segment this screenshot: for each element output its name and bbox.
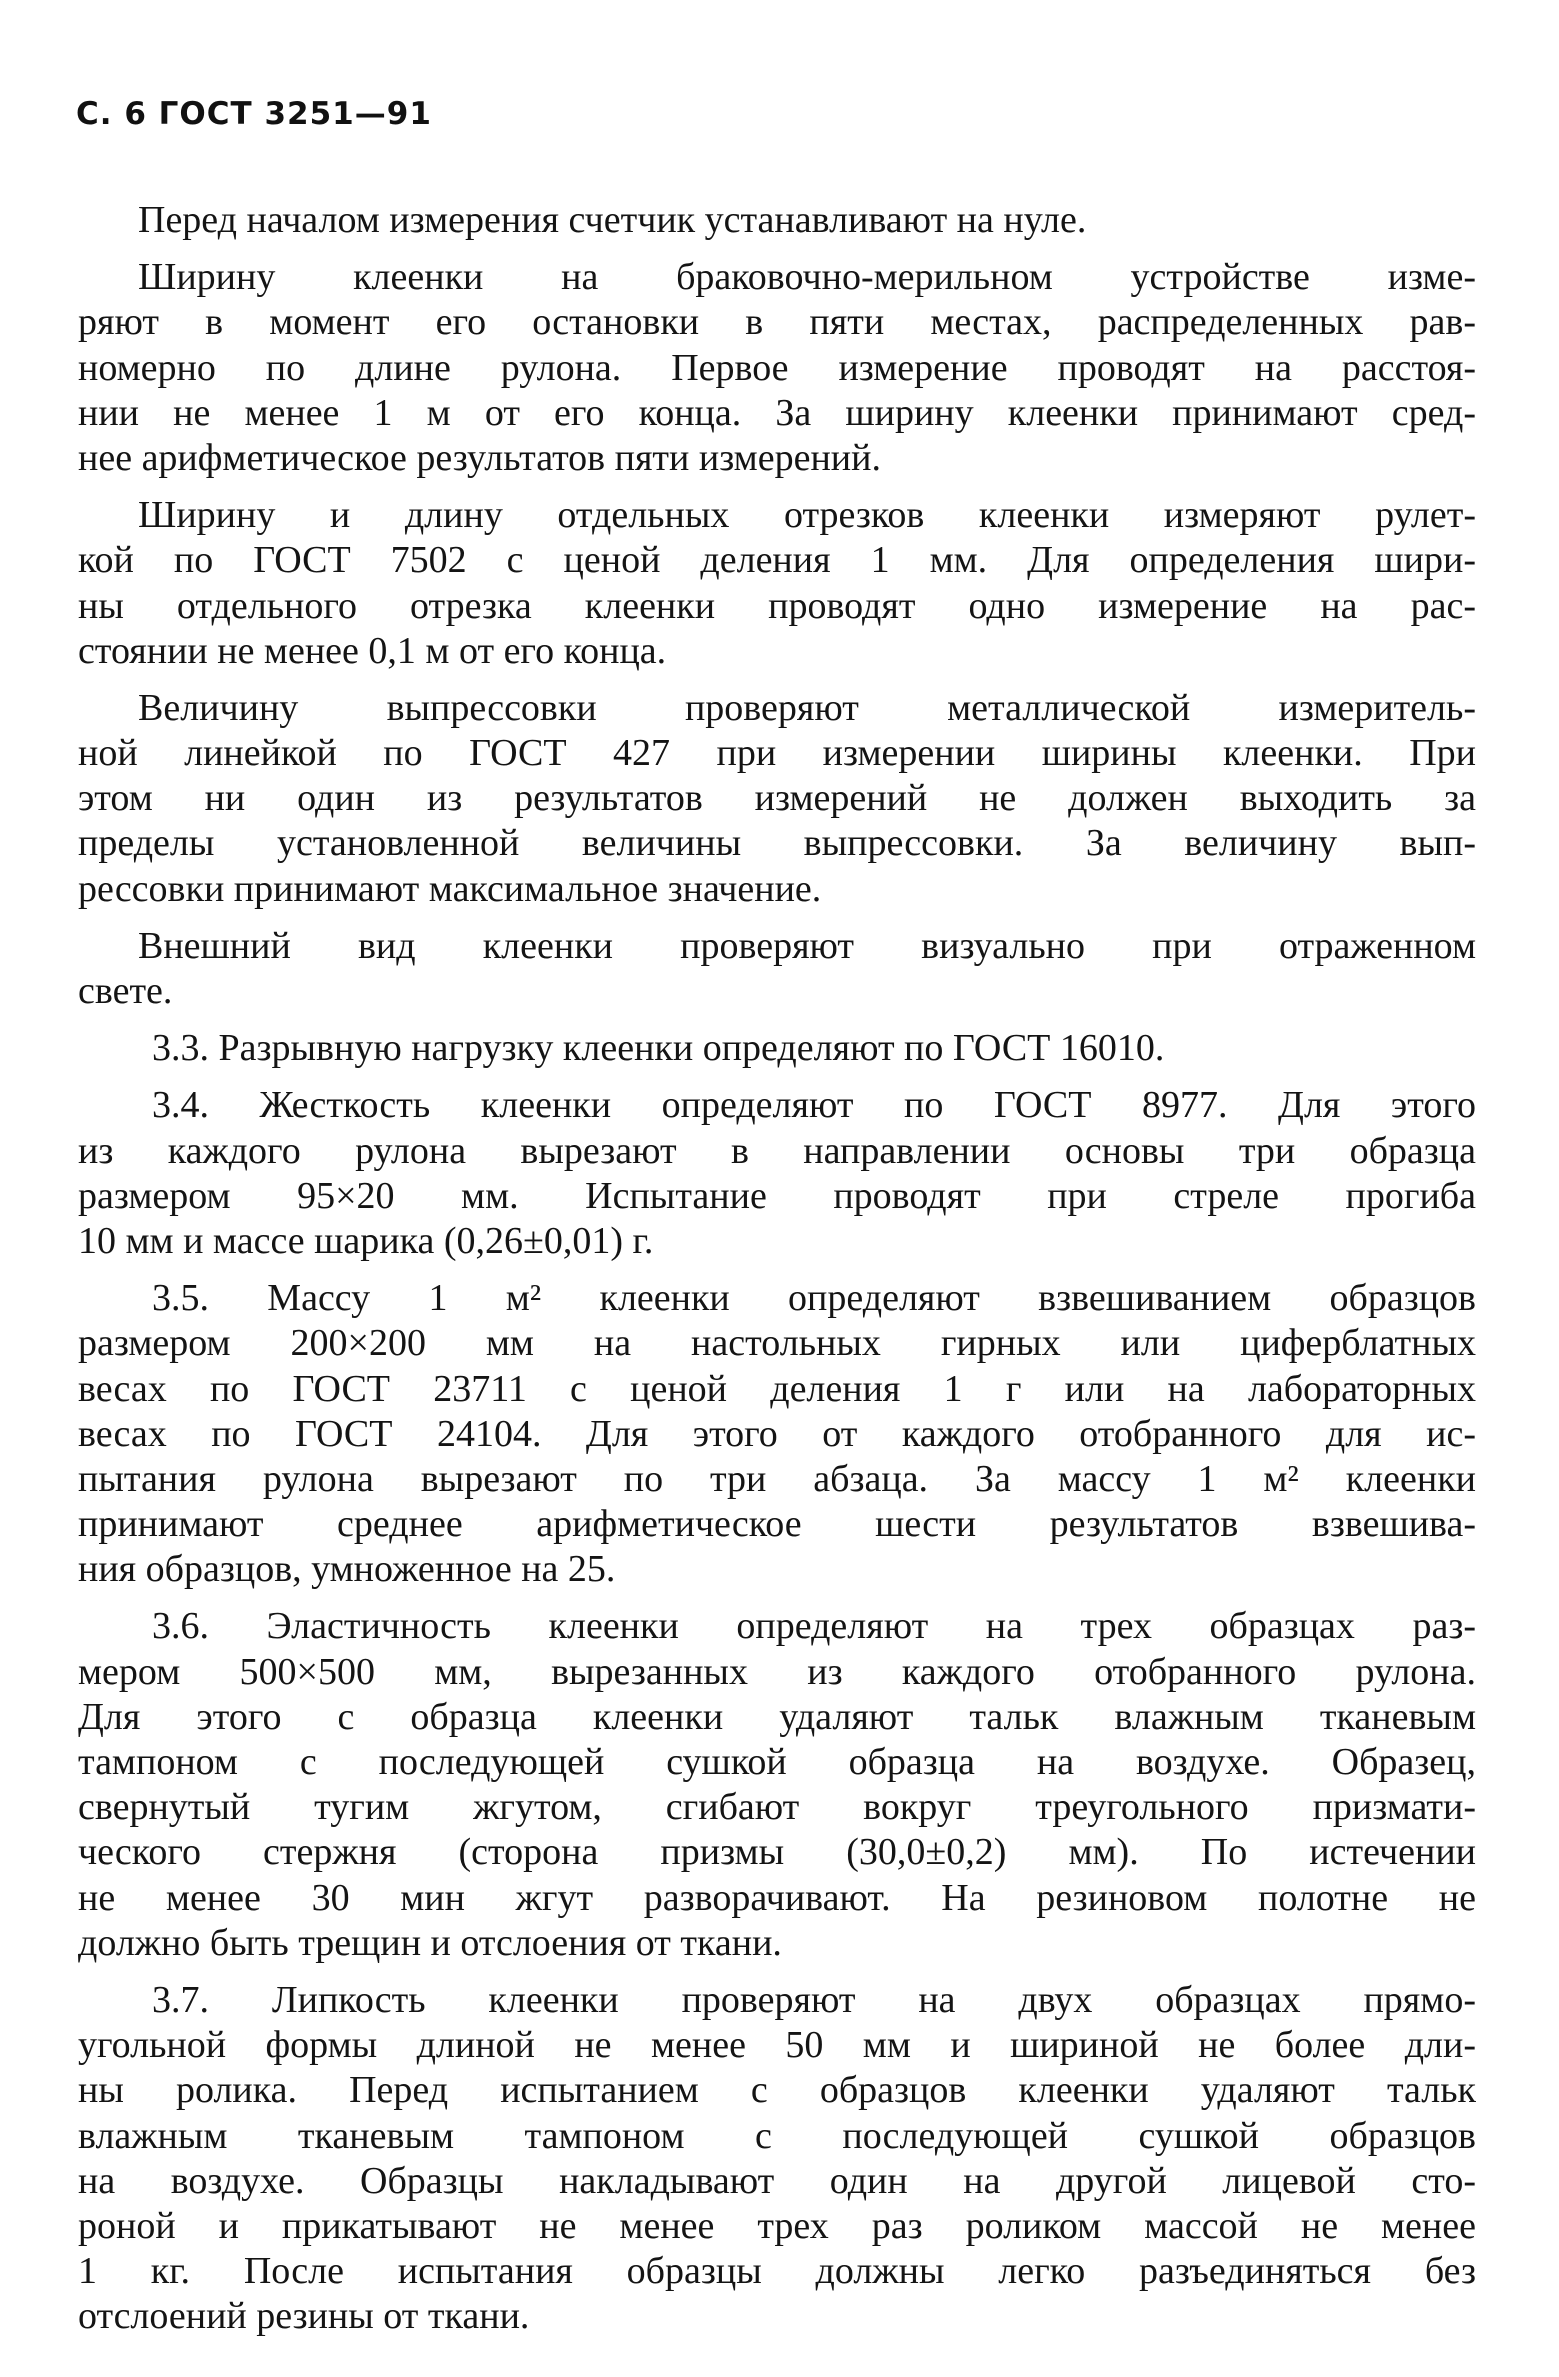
text-line: Для этого с образца клеенки удаляют тальк влажным тканевым (78, 1695, 1476, 1738)
text-line: 1 кг. После испытания образцы должны легко разъединяться без (78, 2250, 1476, 2293)
document-body (78, 198, 1476, 2339)
running-head: С. 6 ГОСТ 3251—91 (76, 96, 432, 132)
paragraph-gap (78, 1592, 1476, 1604)
paragraph-appearance (78, 924, 1476, 1014)
text-line: свернутый тугим жгутом, сгибают вокруг треугольного призмати- (78, 1786, 1476, 1829)
paragraph-gap (78, 1071, 1476, 1083)
text-line: не менее 30 мин жгут разворачивают. На резиновом полотне не (78, 1876, 1476, 1919)
paragraph-3-4 (78, 1083, 1476, 1264)
text-line: 3.3. Разрывную нагрузку клеенки определяют по ГОСТ 16010. (152, 1027, 1165, 1070)
paragraph-3-7 (78, 1978, 1476, 2340)
text-line: мером 500×500 мм, вырезанных из каждого отобранного рулона. (78, 1650, 1476, 1693)
text-line: ны ролика. Перед испытанием с образцов клеенки удаляют тальк (78, 2069, 1476, 2112)
paragraph-gap (78, 674, 1476, 686)
text-line: Ширину и длину отдельных отрезков клеенки измеряют рулет- (138, 494, 1476, 537)
text-line: принимают среднее арифметическое шести результатов взвешива- (78, 1503, 1476, 1546)
paragraph-3-6 (78, 1604, 1476, 1966)
paragraph-gap (78, 481, 1476, 493)
text-line: влажным тканевым тампоном с последующей сушкой образцов (78, 2114, 1476, 2157)
text-line: 10 мм и массе шарика (0,26±0,01) г. (78, 1219, 654, 1262)
text-line: номерно по длине рулона. Первое измерение проводят на расстоя- (78, 346, 1476, 389)
text-line: размером 200×200 мм на настольных гирных или циферблатных (78, 1322, 1476, 1365)
text-line: из каждого рулона вырезают в направлении основы три образца (78, 1129, 1476, 1172)
text-line: стоянии не менее 0,1 м от его конца. (78, 629, 667, 672)
text-line: весах по ГОСТ 24104. Для этого от каждого отобранного для ис- (78, 1412, 1476, 1455)
text-line: Ширину клеенки на браковочно-мерильном устройстве изме- (138, 256, 1476, 299)
text-line: нии не менее 1 м от его конца. За ширину клеенки принимают сред- (78, 391, 1476, 434)
text-line: рессовки принимают максимальное значение. (78, 867, 822, 910)
text-line: на воздухе. Образцы накладывают один на другой лицевой сто- (78, 2159, 1476, 2202)
text-line: отслоений резины от ткани. (78, 2295, 530, 2338)
text-line: роной и прикатывают не менее трех раз роликом массой не менее (78, 2204, 1476, 2247)
text-line: свете. (78, 970, 173, 1012)
paragraph-width-tape (78, 493, 1476, 674)
text-line: пытания рулона вырезают по три абзаца. За массу 1 м² клеенки (78, 1457, 1476, 1500)
text-line: весах по ГОСТ 23711 с ценой деления 1 г или на лабораторных (78, 1367, 1476, 1410)
text-line: размером 95×20 мм. Испытание проводят при стреле прогиба (78, 1174, 1476, 1217)
text-line: ной линейкой по ГОСТ 427 при измерении ширины клеенки. При (78, 732, 1476, 775)
text-line: должно быть трещин и отслоения от ткани. (78, 1921, 782, 1964)
paragraph-gap (78, 912, 1476, 924)
text-line: ческого стержня (сторона призмы (30,0±0,2) мм). По истечении (78, 1831, 1476, 1874)
text-line: тампоном с последующей сушкой образца на воздухе. Образец, (78, 1741, 1476, 1783)
text-line: ряют в момент его остановки в пяти местах, распределенных рав- (78, 301, 1476, 344)
text-line: пределы установленной величины выпрессовки. За величину вып- (78, 822, 1476, 865)
paragraph-gap (78, 243, 1476, 255)
text-line: 3.5. Массу 1 м² клеенки определяют взвешиванием образцов (152, 1277, 1476, 1320)
text-line: кой по ГОСТ 7502 с ценой деления 1 мм. Для определения шири- (78, 539, 1476, 582)
paragraph-counter (78, 198, 1476, 243)
text-line: этом ни один из результатов измерений не должен выходить за (78, 777, 1476, 820)
text-line: ны отдельного отрезка клеенки проводят одно измерение на рас- (78, 584, 1476, 627)
paragraph-width-device (78, 255, 1476, 481)
text-line: 3.4. Жесткость клеенки определяют по ГОСТ 8977. Для этого (152, 1084, 1476, 1127)
text-line: Величину выпрессовки проверяют металлической измеритель- (138, 686, 1476, 729)
paragraph-gap (78, 1264, 1476, 1276)
text-line: Внешний вид клеенки проверяют визуально при отраженном (138, 924, 1476, 967)
paragraph-3-3 (78, 1026, 1476, 1071)
paragraph-gap (78, 1014, 1476, 1026)
paragraph-3-5 (78, 1276, 1476, 1592)
text-line: угольной формы длиной не менее 50 мм и шириной не более дли- (78, 2024, 1476, 2067)
text-line: нее арифметическое результатов пяти измерений. (78, 436, 881, 479)
text-line: 3.6. Эластичность клеенки определяют на трех образцах раз- (152, 1605, 1476, 1648)
text-line: 3.7. Липкость клеенки проверяют на двух образцах прямо- (152, 1978, 1476, 2021)
paragraph-gap (78, 1966, 1476, 1978)
text-line: ния образцов, умноженное на 25. (78, 1548, 616, 1591)
text-line: Перед началом измерения счетчик устанавливают на нуле. (138, 199, 1087, 241)
paragraph-pressing (78, 686, 1476, 912)
